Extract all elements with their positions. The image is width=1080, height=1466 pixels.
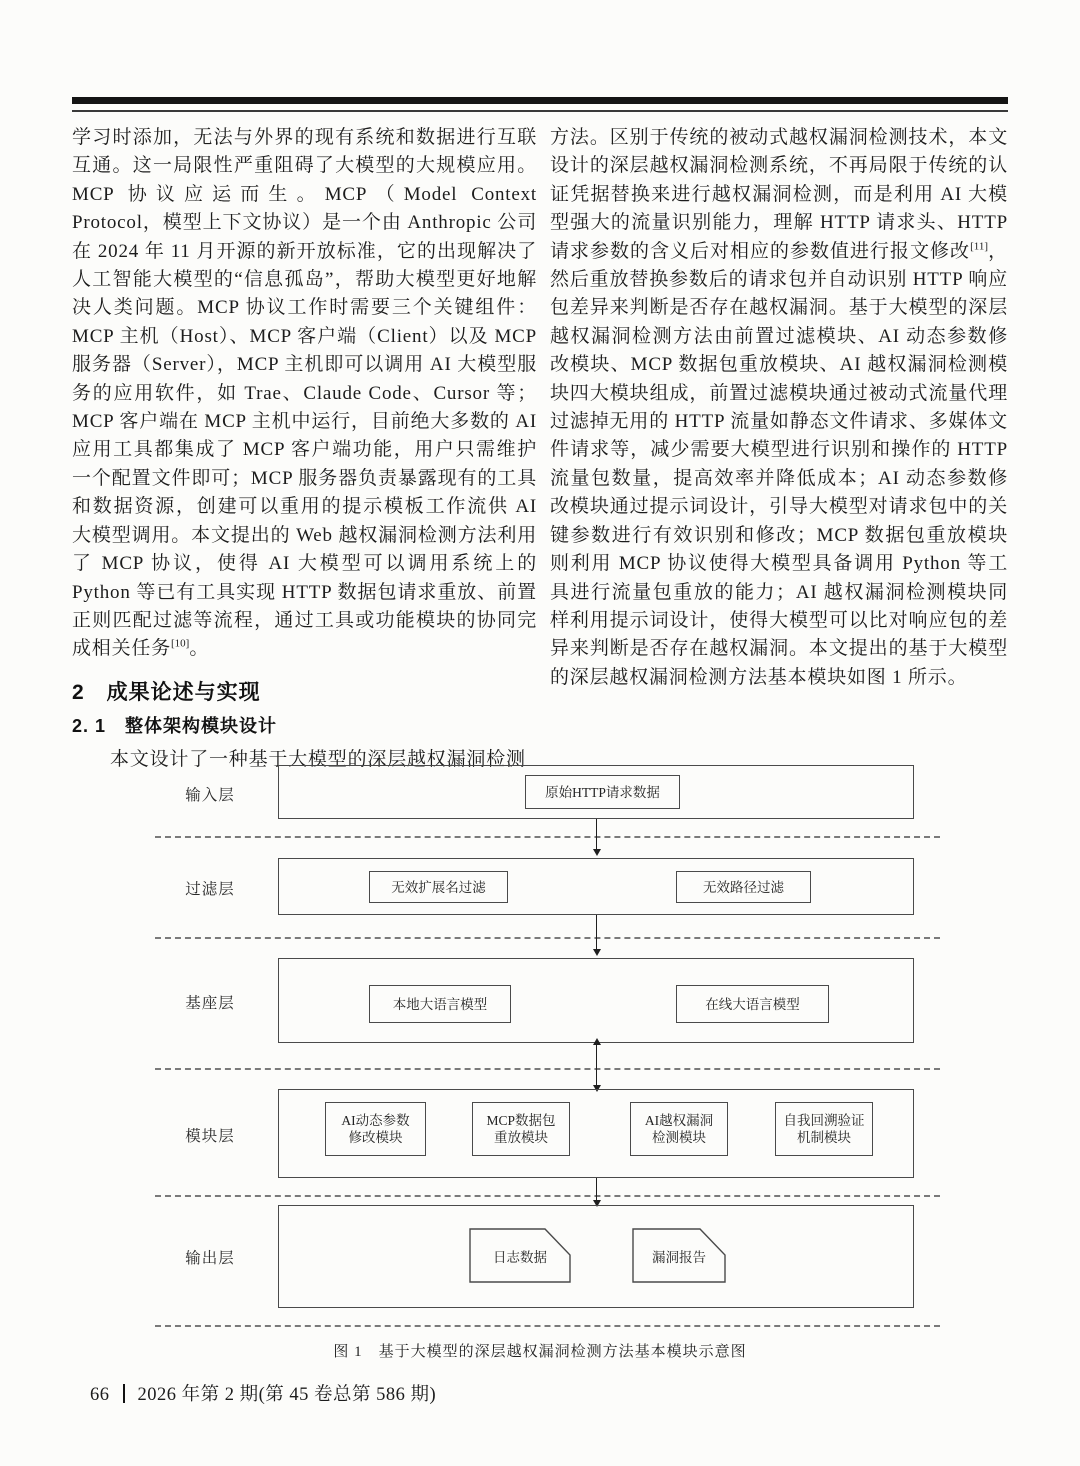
page-footer bbox=[90, 1380, 436, 1406]
box-raw-http-request-data: 原始HTTP请求数据 bbox=[525, 775, 680, 809]
box-line: AI越权漏洞 bbox=[644, 1113, 714, 1128]
box-line: 自我回溯验证 bbox=[783, 1113, 865, 1128]
figure-caption: 图 1 基于大模型的深层越权漏洞检测方法基本模块示意图 bbox=[333, 1344, 747, 1360]
layer-container-module bbox=[278, 1089, 914, 1178]
box-invalid-extension-filter: 无效扩展名过滤 bbox=[369, 871, 508, 903]
doc-shape-log-data bbox=[469, 1228, 571, 1283]
box-line: 检测模块 bbox=[652, 1130, 706, 1145]
box-line: 机制模块 bbox=[797, 1130, 851, 1145]
box-self-trace-verify-module bbox=[775, 1102, 873, 1156]
flow-arrow-input-to-filter bbox=[596, 819, 597, 849]
box-ai-dynamic-param-module bbox=[325, 1102, 426, 1156]
dashed-separator-3 bbox=[155, 1068, 940, 1070]
dashed-separator-4 bbox=[155, 1195, 940, 1197]
flow-arrow-filter-to-base bbox=[596, 915, 597, 949]
box-local-llm: 本地大语言模型 bbox=[369, 985, 511, 1023]
layer-container-input bbox=[278, 765, 914, 819]
right-paragraph-1-text-b: ，然后重放替换参数后的请求包并自动识别 HTTP 响应包差异来判断是否存在越权漏洞。基于大模型的深层越权漏洞检测方法由前置过滤模块、AI 动态参数修改模块、MCP 数据包重放模块、AI 越权漏洞检测模块四大模块组成，前置过滤模块通过被动式流量代理过滤掉无用的 HTTP 流量如静态文件请求、多媒体文件请求等，减少需要大模型进行识别和操作的 HTTP 流量包数量，提高效率并降低成本；AI 动态参数修改模块通过提示词设计，引导大模型对请求包中的关键参数进行有效识别和修改；MCP 数据包重放模块则利用 MCP 协议使得大模型具备调用 Python 等工具进行流量包重放的能力；AI 越权漏洞检测模块同样利用提示词设计，使得大模型可以比对响应包的差异来判断是否存在越权漏洞。本文提出的基于大模型的深层越权漏洞检测方法基本模块如图 1 所示。 bbox=[550, 240, 1008, 688]
citation-ref-11: [11] bbox=[970, 240, 988, 253]
layer-container-filter bbox=[278, 858, 914, 915]
left-column bbox=[72, 124, 537, 774]
flow-arrow-base-module-bidirectional bbox=[596, 1045, 597, 1085]
doc-label: 日志数据 bbox=[493, 1249, 547, 1265]
doc-label: 漏洞报告 bbox=[652, 1249, 706, 1265]
layer-label-input: 输入层 bbox=[185, 787, 235, 804]
dashed-separator-2 bbox=[155, 937, 940, 939]
citation-ref-10: [10] bbox=[171, 637, 190, 650]
right-paragraph-1 bbox=[550, 124, 1008, 692]
footer-issue-info: 2026 年第 2 期(第 45 卷总第 586 期) bbox=[137, 1385, 437, 1405]
dashed-separator-5 bbox=[155, 1325, 940, 1327]
section-heading: 2 成果论述与实现 bbox=[72, 680, 261, 704]
subsection-heading: 2. 1 整体架构模块设计 bbox=[72, 715, 278, 736]
layer-label-output: 输出层 bbox=[185, 1250, 235, 1267]
right-paragraph-1-text-a: 方法。区别于传统的被动式越权漏洞检测技术，本文设计的深层越权漏洞检测系统，不再局限于传统的认证凭据替换来进行越权漏洞检测，而是利用 AI 大模型强大的流量识别能力，理解 HTTP 请求头、HTTP 请求参数的含义后对相应的参数值进行报文修改 bbox=[550, 127, 1008, 262]
box-line: AI动态参数 bbox=[341, 1113, 410, 1128]
layer-label-filter: 过滤层 bbox=[185, 881, 235, 898]
box-line: 修改模块 bbox=[348, 1130, 403, 1145]
footer-page-number: 66 bbox=[90, 1385, 110, 1405]
box-invalid-path-filter: 无效路径过滤 bbox=[676, 871, 811, 903]
right-column bbox=[550, 124, 1008, 692]
footer-divider bbox=[123, 1384, 125, 1403]
layer-container-output bbox=[278, 1205, 914, 1308]
box-mcp-packet-replay-module bbox=[472, 1102, 570, 1156]
header-rule-thin bbox=[72, 110, 1008, 112]
layer-container-base bbox=[278, 958, 914, 1043]
dashed-separator-1 bbox=[155, 836, 940, 838]
left-paragraph-1-text: 学习时添加，无法与外界的现有系统和数据进行互联互通。这一局限性严重阻碍了大模型的大规模应用。MCP 协议应运而生。MCP（Model Context Protocol，模型上下文协议）是一个由 Anthropic 公司在 2024 年 11 月开源的新开放标准，它的出现解决了人工智能大模型的“信息孤岛”，帮助大模型更好地解决人类问题。MCP 协议工作时需要三个关键组件：MCP 主机（Host）、MCP 客户端（Client）以及 MCP 服务器（Server），MCP 主机即可以调用 AI 大模型服务的应用软件，如 Trae、Claude Code、Cursor 等；MCP 客户端在 MCP 主机中运行，目前绝大多数的 AI 应用工具都集成了 MCP 客户端功能，用户只需维护一个配置文件即可；MCP 服务器负责暴露现有的工具和数据资源，创建可以重用的提示模板工作流供 AI 大模型调用。本文提出的 Web 越权漏洞检测方法利用了 MCP 协议，使得 AI 大模型可以调用系统上的 Python 等已有工具实现 HTTP 数据包请求重放、前置正则匹配过滤等流程，通过工具或功能模块的协同完成相关任务 bbox=[72, 127, 537, 660]
left-paragraph-1-tail: 。 bbox=[189, 638, 210, 660]
left-paragraph-1 bbox=[72, 124, 537, 664]
box-ai-vuln-detect-module bbox=[630, 1102, 728, 1156]
box-line: MCP数据包 bbox=[486, 1113, 556, 1128]
box-online-llm: 在线大语言模型 bbox=[676, 985, 829, 1023]
left-paragraph-2: 本文设计了一种基于大模型的深层越权漏洞检测 bbox=[110, 748, 526, 770]
box-line: 重放模块 bbox=[494, 1130, 548, 1145]
layer-label-base: 基座层 bbox=[185, 995, 235, 1012]
flow-arrow-module-to-output bbox=[596, 1178, 597, 1200]
layer-label-module: 模块层 bbox=[185, 1128, 235, 1145]
doc-shape-vuln-report bbox=[632, 1228, 726, 1283]
header-rule-thick bbox=[72, 97, 1008, 104]
